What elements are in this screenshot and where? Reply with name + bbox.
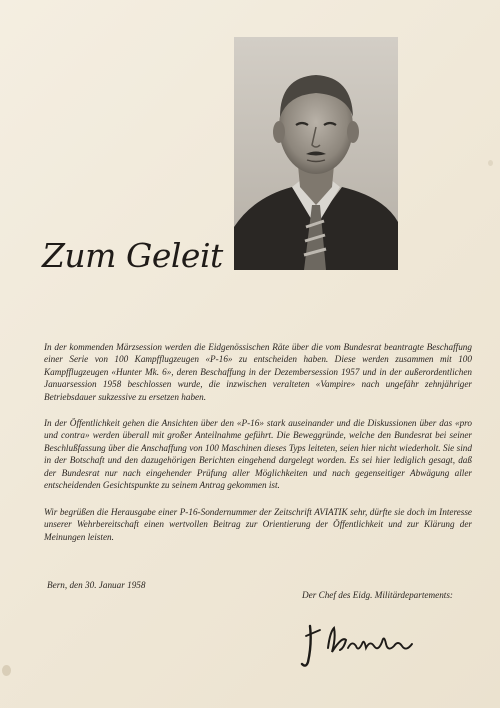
portrait-icon (234, 37, 398, 270)
heading-text: Zum Geleit (42, 236, 223, 275)
paragraph-aviatik: Wir begrüßen die Herausgabe einer P-16-Sondernummer der Zeitschrift AVIATIK sehr, dürfte sie doch im Interesse unserer Wehrbereitschaft einen wertvollen Beitrag zur Orientierung der Öffentlichkeit und zur Klärung der Meinungen leisten. (44, 507, 472, 542)
paper-stain (488, 160, 493, 166)
dateline: Bern, den 30. Januar 1958 (47, 580, 146, 590)
heading-zum-geleit (42, 236, 223, 282)
signatory-title: Der Chef des Eidg. Militärdepartements: (302, 590, 453, 600)
portrait-photo (234, 37, 398, 270)
paragraph-marchsession: In der kommenden Märzsession werden die Eidgenössischen Räte über die vom Bundesrat beantragte Beschaffung einer Serie von 100 Kampfflugzeugen «P-16» zu entscheiden haben. Diese werden zusammen mit 100 Kampfflugzeugen «Hunter Mk. 6», deren Beschaffung in der Dezembersession 1957 und in der außerordentlichen Januarsession 1958 beschlossen wurde, die inzwischen veralteten «Vampire» nach ungefähr zehnjähriger Betriebsdauer sukzessive zu ersetzen haben. (44, 342, 472, 402)
signature (300, 618, 416, 670)
signature-icon (300, 618, 416, 670)
paper-stain (2, 665, 11, 676)
paragraph-public-opinion: In der Öffentlichkeit gehen die Ansichten über den «P-16» stark auseinander und die Diskussionen über das «pro und contra» werden überall mit großer Anteilnahme geführt. Die Beweggründe, welche den Bundesrat bei seiner Beschlußfassung über die Anschaffung von 100 Maschinen dieses Typs leiteten, seien hier nicht wiederholt. Sie sind in der Botschaft und den dazugehörigen Berichten eingehend dargelegt worden. Es sei hier lediglich gesagt, daß der Bundesrat nur nach eingehender Prüfung aller Möglichkeiten und nach gegenseitiger Abwägung aller entscheidenden Gesichtspunkte zu seinem Antrag gekommen ist. (44, 418, 472, 491)
